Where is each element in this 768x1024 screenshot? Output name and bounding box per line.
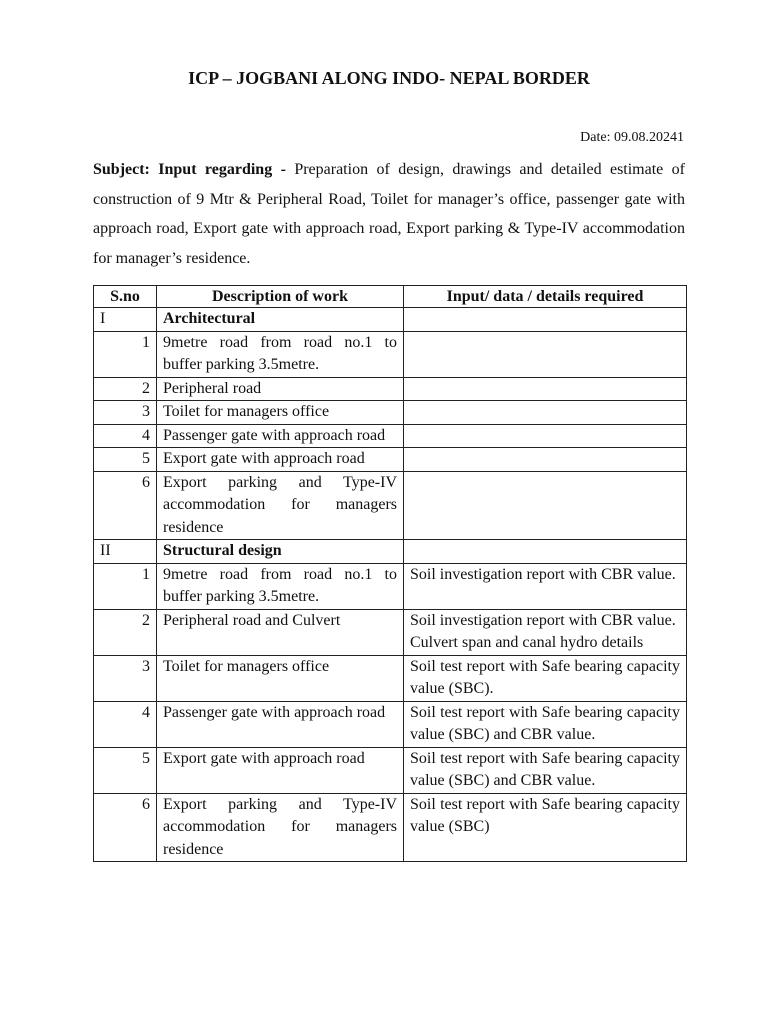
row-input [404, 448, 687, 472]
row-description: Toilet for managers office [157, 655, 404, 701]
document-date: Date: 09.08.20241 [580, 130, 684, 145]
row-description: Export parking and Type-IV accommodation for managers residence [157, 471, 404, 540]
row-sno: 5 [94, 747, 157, 793]
header-sno: S.no [94, 286, 157, 308]
row-sno: 4 [94, 424, 157, 448]
section-row-architectural [94, 308, 687, 332]
section-title: Architectural [157, 308, 404, 332]
section-numeral: I [94, 308, 157, 332]
section-numeral: II [94, 540, 157, 564]
table-row [94, 793, 687, 862]
table-row [94, 563, 687, 609]
row-description: Passenger gate with approach road [157, 701, 404, 747]
row-input: Soil test report with Safe bearing capacity value (SBC). [404, 655, 687, 701]
row-sno: 2 [94, 377, 157, 401]
row-input-extra: Culvert span and canal hydro details [410, 634, 644, 651]
subject-paragraph [93, 155, 685, 273]
row-description: Peripheral road [157, 377, 404, 401]
row-input [404, 424, 687, 448]
row-sno: 2 [94, 609, 157, 655]
table-row [94, 401, 687, 425]
row-input: Soil test report with Safe bearing capacity value (SBC) and CBR value. [404, 747, 687, 793]
table-header-row [94, 286, 687, 308]
section-empty-cell [404, 540, 687, 564]
table-row [94, 377, 687, 401]
row-input: Soil test report with Safe bearing capacity value (SBC) and CBR value. [404, 701, 687, 747]
table-row [94, 424, 687, 448]
table-row [94, 747, 687, 793]
works-table [93, 285, 687, 862]
row-description: Peripheral road and Culvert [157, 609, 404, 655]
row-input [404, 331, 687, 377]
table-row [94, 701, 687, 747]
row-input [404, 471, 687, 540]
row-input [404, 401, 687, 425]
row-description: Passenger gate with approach road [157, 424, 404, 448]
header-input: Input/ data / details required [404, 286, 687, 308]
row-description: Export gate with approach road [157, 448, 404, 472]
table-row [94, 609, 687, 655]
section-title: Structural design [157, 540, 404, 564]
row-sno: 1 [94, 331, 157, 377]
row-input: Soil investigation report with CBR value. [410, 611, 676, 629]
row-sno: 4 [94, 701, 157, 747]
table-row [94, 448, 687, 472]
subject-label: Subject: Input regarding - [93, 161, 286, 178]
section-empty-cell [404, 308, 687, 332]
subject-text: Preparation of design, drawings and detailed estimate of construction of 9 Mtr & Peripheral Road, Toilet for manager’s office, passenger gate with approach road, Export gate with approach road, Export parking & Type-IV accommodation for manager’s residence. [93, 161, 686, 267]
row-sno: 3 [94, 401, 157, 425]
row-input-cell [404, 609, 687, 655]
row-sno: 5 [94, 448, 157, 472]
row-sno: 3 [94, 655, 157, 701]
header-description: Description of work [157, 286, 404, 308]
row-description: Toilet for managers office [157, 401, 404, 425]
table-row [94, 655, 687, 701]
section-row-structural-design [94, 540, 687, 564]
row-input: Soil investigation report with CBR value. [404, 563, 687, 609]
table-row [94, 331, 687, 377]
table-row [94, 471, 687, 540]
row-sno: 6 [94, 471, 157, 540]
document-title: ICP – JOGBANI ALONG INDO- NEPAL BORDER [188, 68, 590, 88]
row-description: Export gate with approach road [157, 747, 404, 793]
row-sno: 1 [94, 563, 157, 609]
row-description: 9metre road from road no.1 to buffer parking 3.5metre. [157, 331, 404, 377]
row-description: Export parking and Type-IV accommodation for managers residence [157, 793, 404, 862]
row-sno: 6 [94, 793, 157, 862]
row-description: 9metre road from road no.1 to buffer parking 3.5metre. [157, 563, 404, 609]
row-input [404, 377, 687, 401]
row-input: Soil test report with Safe bearing capacity value (SBC) [404, 793, 687, 862]
